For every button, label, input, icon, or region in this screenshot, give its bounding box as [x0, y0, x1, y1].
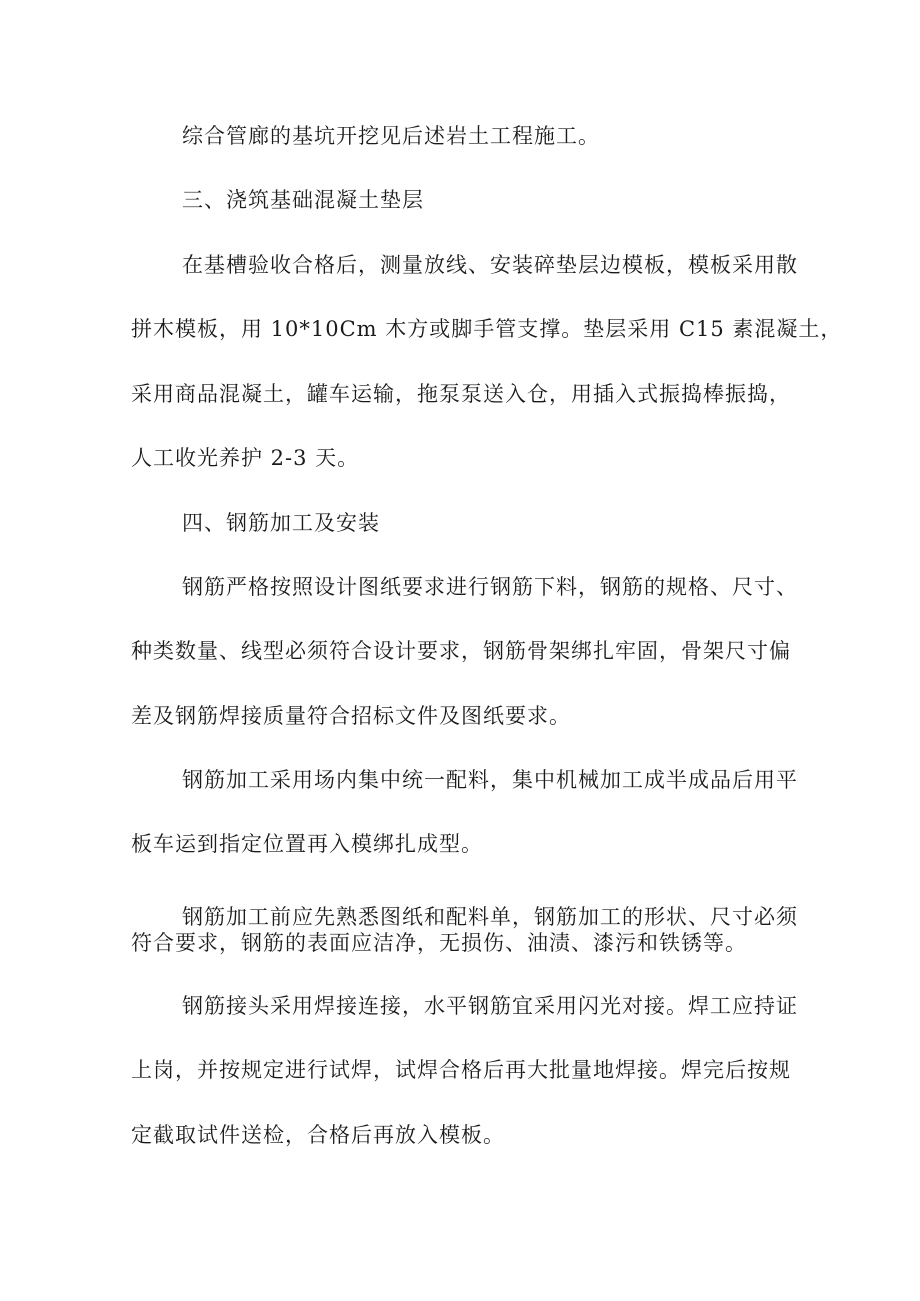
paragraph-line: 综合管廊的基坑开挖见后述岩土工程施工。	[182, 124, 600, 148]
paragraph-line: 符合要求，钢筋的表面应洁净，无损伤、油渍、漆污和铁锈等。	[131, 931, 747, 955]
paragraph-line: 定截取试件送检，合格后再放入模板。	[131, 1123, 505, 1147]
paragraph-line: 钢筋接头采用焊接连接，水平钢筋宜采用闪光对接。焊工应持证	[182, 994, 798, 1018]
paragraph-line: 种类数量、线型必须符合设计要求，钢筋骨架绑扎牢固，骨架尺寸偏	[131, 639, 791, 663]
paragraph-line: 拼木模板，用 10*10Cm 木方或脚手管支撑。垫层采用 C15 素混凝土，	[131, 317, 843, 341]
paragraph-line: 钢筋严格按照设计图纸要求进行钢筋下料，钢筋的规格、尺寸、	[182, 575, 798, 599]
paragraph-line: 钢筋加工采用场内集中统一配料，集中机械加工成半成品后用平	[182, 768, 798, 792]
paragraph-line: 钢筋加工前应先熟悉图纸和配料单，钢筋加工的形状、尺寸必须	[182, 905, 798, 929]
paragraph-line: 板车运到指定位置再入模绑扎成型。	[131, 832, 483, 856]
paragraph-line: 人工收光养护 2-3 天。	[131, 446, 360, 470]
paragraph-line: 在基槽验收合格后，测量放线、安装碎垫层边模板，模板采用散	[182, 253, 798, 277]
paragraph-line: 差及钢筋焊接质量符合招标文件及图纸要求。	[131, 704, 571, 728]
section-heading: 四、钢筋加工及安装	[182, 511, 380, 535]
paragraph-line: 采用商品混凝土，罐车运输，拖泵泵送入仓，用插入式振捣棒振捣，	[131, 382, 791, 406]
paragraph-line: 上岗，并按规定进行试焊，试焊合格后再大批量地焊接。焊完后按规	[131, 1058, 791, 1082]
section-heading: 三、浇筑基础混凝土垫层	[182, 188, 424, 212]
